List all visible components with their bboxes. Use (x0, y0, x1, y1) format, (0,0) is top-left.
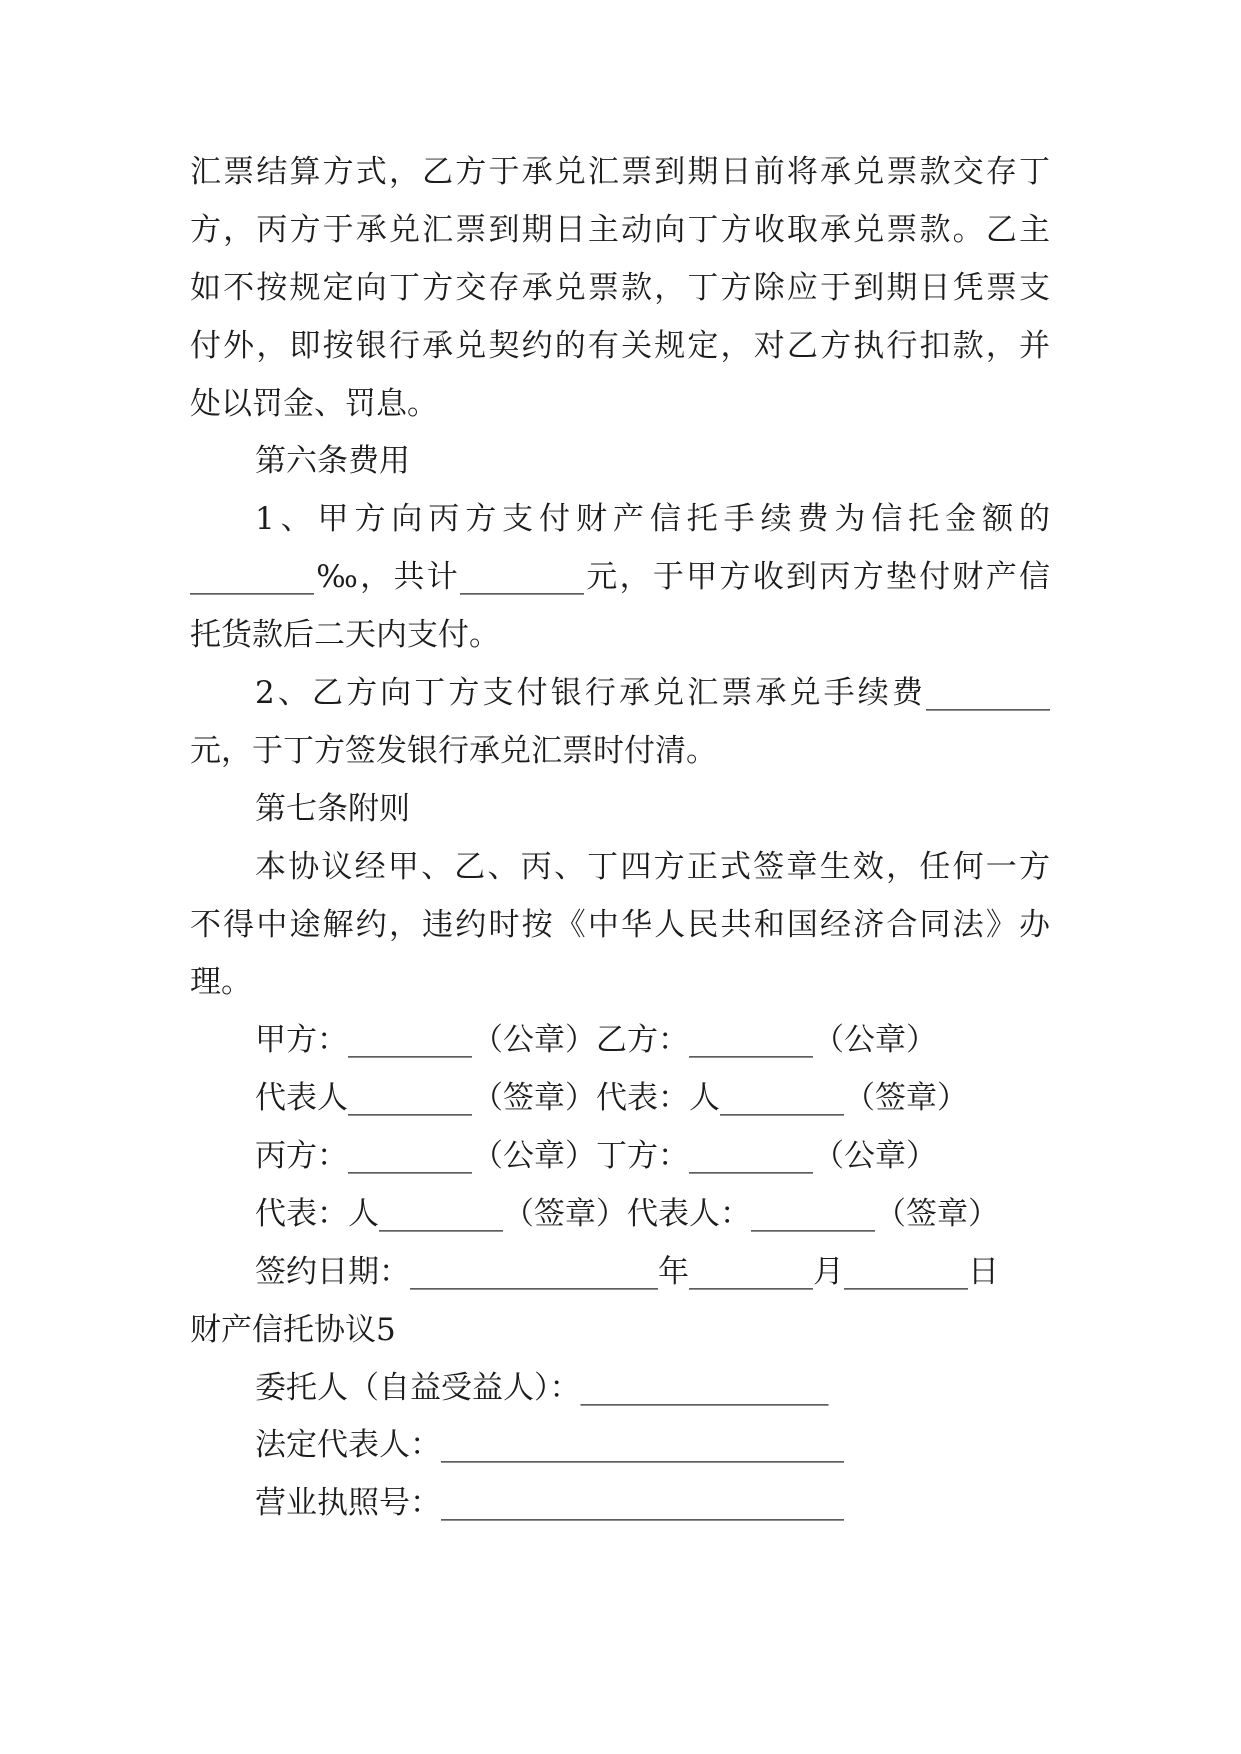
signature-line: 代表：人________（签章）代表人：________（签章） (255, 1196, 999, 1232)
paragraph-line: 托货款后二天内支付。 (190, 617, 500, 653)
date-line: 签约日期：________________年________月________日 (255, 1254, 999, 1290)
paragraph-line: 理。 (190, 964, 252, 1000)
paragraph-line: 元，于丁方签发银行承兑汇票时付清。 (190, 733, 717, 769)
document-title: 财产信托协议5 (190, 1312, 396, 1348)
paragraph-line: 付外，即按银行承兑契约的有关规定，对乙方执行扣款，并 (190, 328, 1050, 364)
form-field-line: 委托人（自益受益人）：________________ (255, 1370, 829, 1406)
form-field-line: 营业执照号：__________________________ (255, 1485, 844, 1521)
signature-line: 代表人________（签章）代表：人________（签章） (255, 1080, 968, 1116)
paragraph-line: 方，丙方于承兑汇票到期日主动向丁方收取承兑票款。乙主 (190, 212, 1050, 248)
paragraph-line: 2、乙方向丁方支付银行承兑汇票承兑手续费________ (255, 675, 1050, 711)
signature-line: 丙方：________（公章）丁方：________（公章） (255, 1138, 937, 1174)
paragraph-line: 1、甲方向丙方支付财产信托手续费为信托金额的 (255, 501, 1050, 537)
paragraph-line: 汇票结算方式，乙方于承兑汇票到期日前将承兑票款交存丁 (190, 154, 1050, 190)
paragraph-line: ________‰，共计________元，于甲方收到丙方垫付财产信 (190, 559, 1050, 595)
form-field-line: 法定代表人：__________________________ (255, 1427, 844, 1463)
paragraph-line: 不得中途解约，违约时按《中华人民共和国经济合同法》办 (190, 907, 1050, 943)
paragraph-line: 如不按规定向丁方交存承兑票款，丁方除应于到期日凭票支 (190, 270, 1050, 306)
section-heading: 第七条附则 (255, 791, 410, 827)
paragraph-line: 处以罚金、罚息。 (190, 386, 438, 422)
section-heading: 第六条费用 (255, 443, 410, 479)
signature-line: 甲方：________（公章）乙方：________（公章） (255, 1022, 937, 1058)
paragraph-line: 本协议经甲、乙、丙、丁四方正式签章生效，任何一方 (255, 849, 1050, 885)
